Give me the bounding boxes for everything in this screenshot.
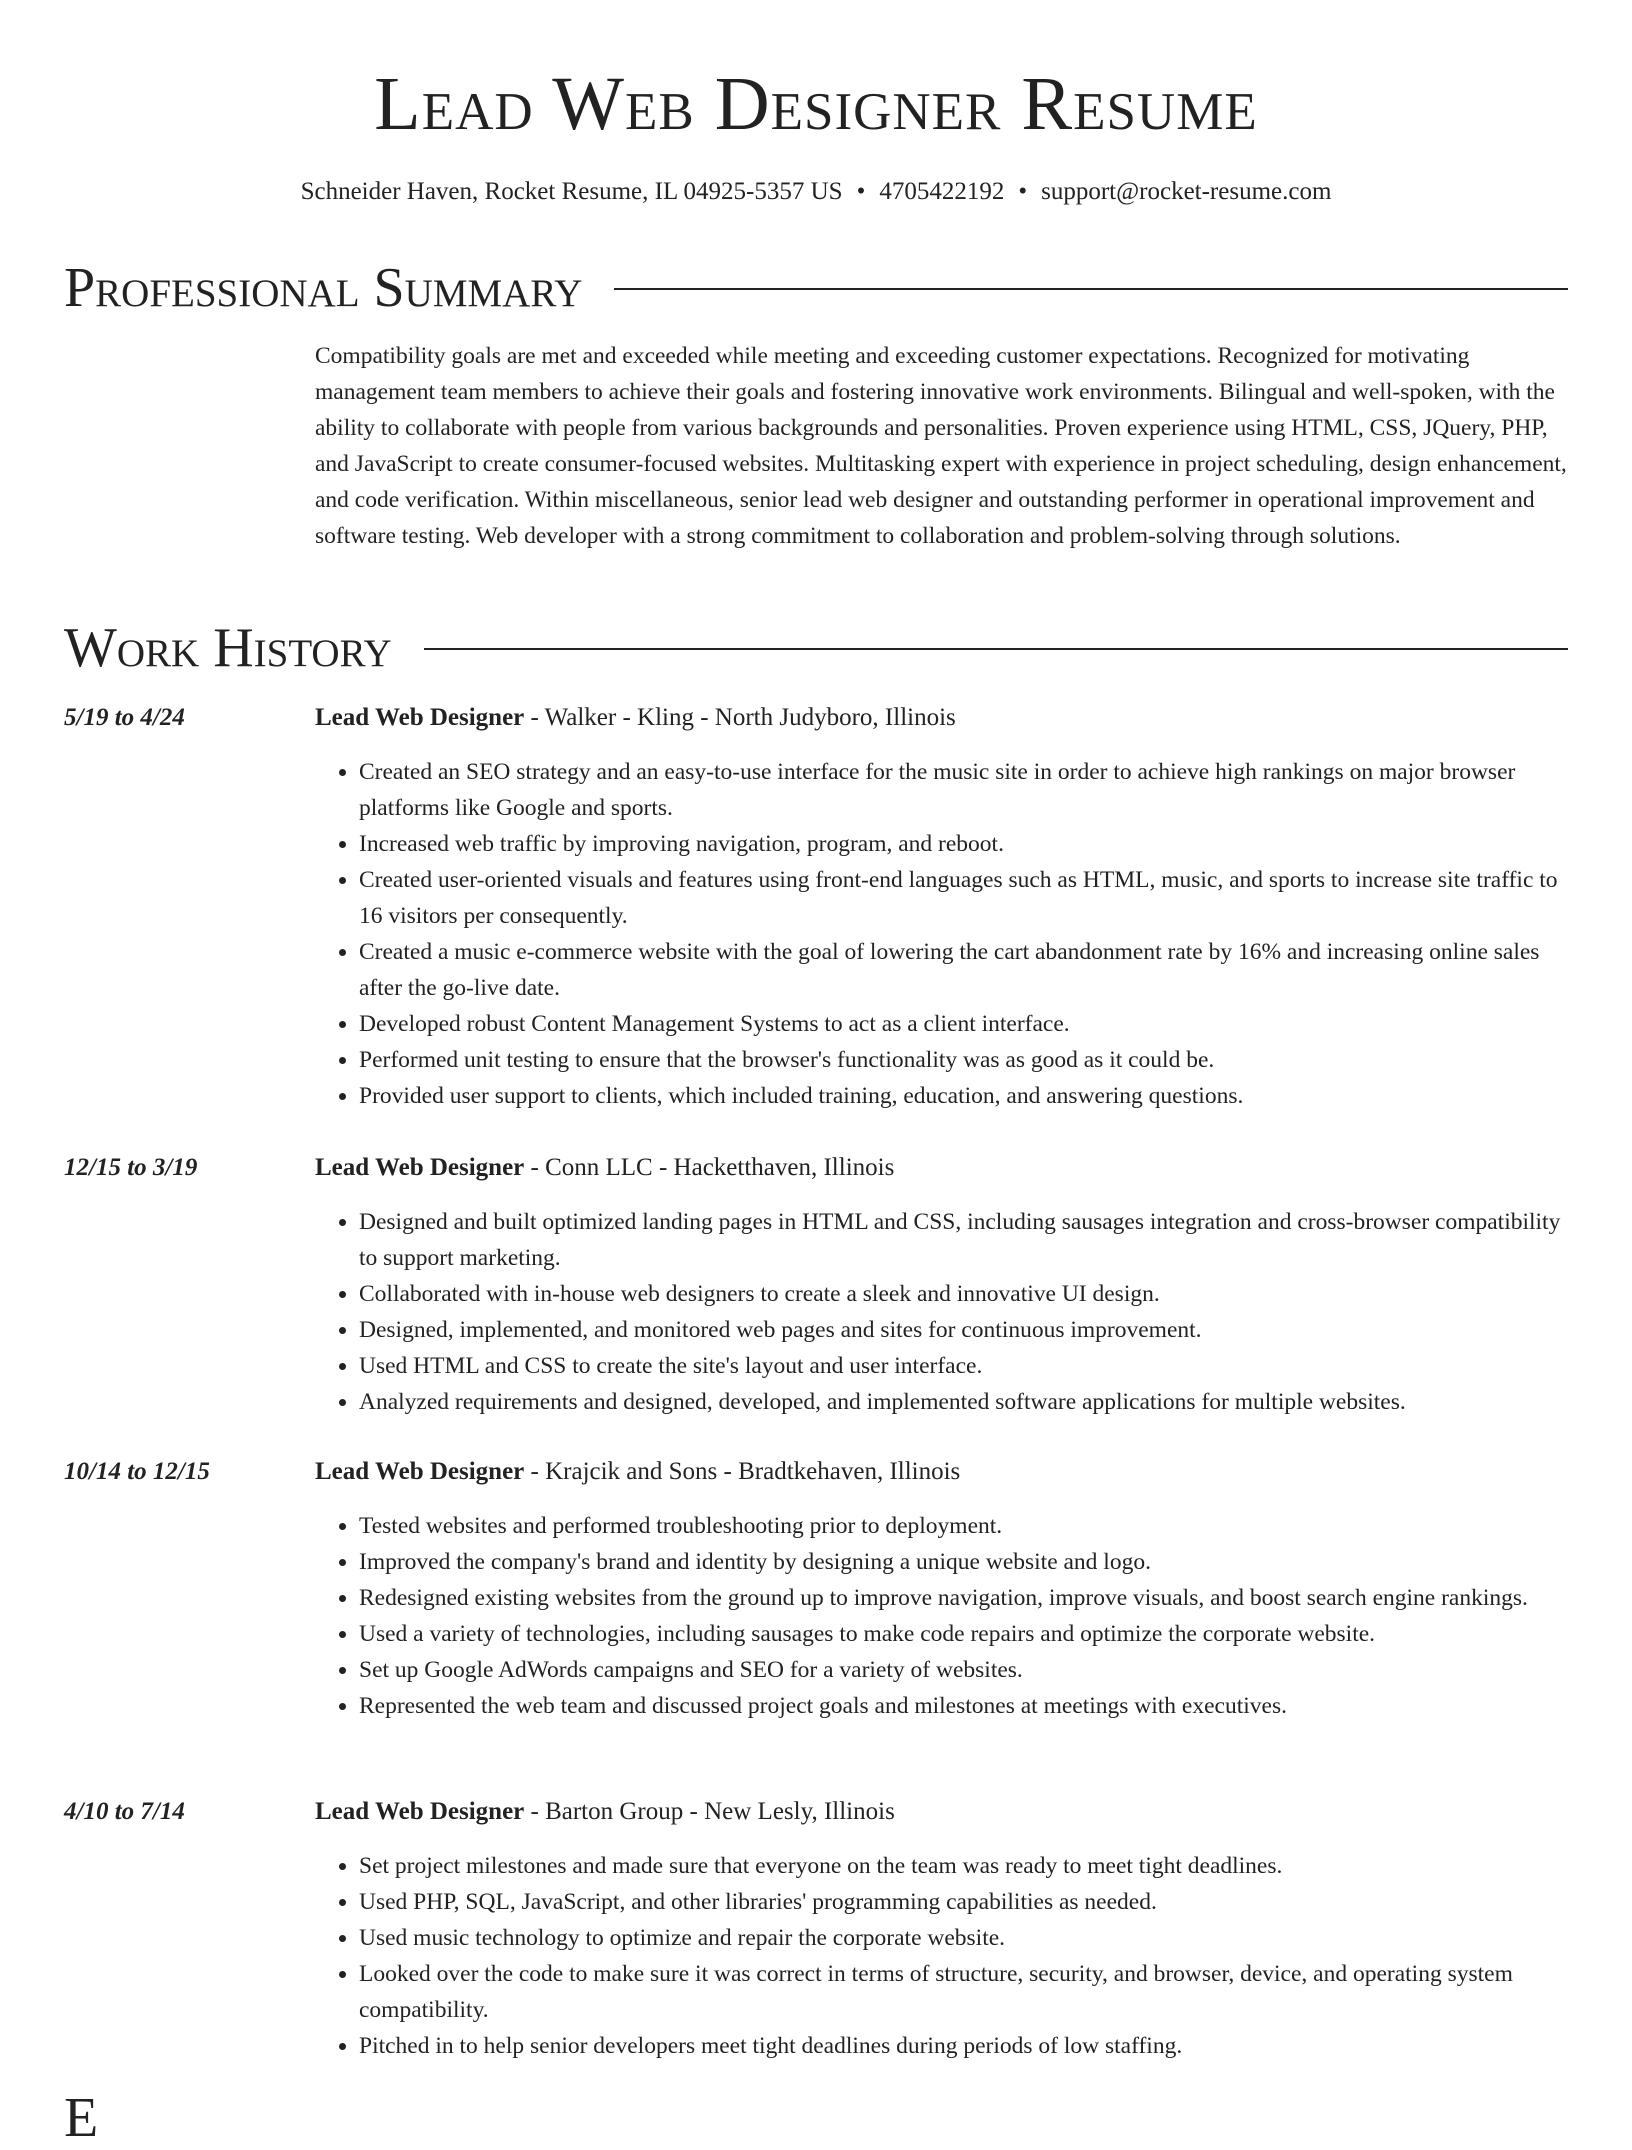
list-item: • Provided user support to clients, which included training, education, and answering questions. bbox=[359, 1078, 1571, 1114]
contact-address: Schneider Haven, Rocket Resume, IL 04925-5357 US bbox=[300, 178, 843, 205]
list-item: • Set up Google AdWords campaigns and SEO for a variety of websites. bbox=[359, 1652, 1571, 1688]
list-item: • Used music technology to optimize and repair the corporate website. bbox=[359, 1920, 1571, 1956]
list-item: • Used HTML and CSS to create the site's layout and user interface. bbox=[359, 1348, 1571, 1384]
list-item: • Used PHP, SQL, JavaScript, and other libraries' programming capabilities as needed. bbox=[359, 1884, 1571, 1920]
list-item: • Created user-oriented visuals and features using front-end languages such as HTML, music, and sports to increase site traffic to 16 visitors per consequently. bbox=[359, 862, 1571, 934]
list-item: • Analyzed requirements and designed, developed, and implemented software applications for multiple websites. bbox=[359, 1384, 1571, 1420]
list-item: • Represented the web team and discussed project goals and milestones at meetings with executives. bbox=[359, 1688, 1571, 1724]
job-bullets bbox=[315, 1508, 1571, 1724]
job-dates: 10/14 to 12/15 bbox=[64, 1458, 210, 1485]
job-role bbox=[315, 1454, 960, 1490]
contact-line bbox=[0, 176, 1632, 208]
contact-email[interactable]: support@rocket-resume.com bbox=[1041, 178, 1332, 205]
list-item: • Created an SEO strategy and an easy-to-use interface for the music site in order to achieve high rankings on major browser platforms like Google and sports. bbox=[359, 754, 1571, 826]
job-dates: 5/19 to 4/24 bbox=[64, 704, 185, 731]
job-bullets bbox=[315, 1848, 1571, 2064]
job-title: Lead Web Designer bbox=[315, 1458, 525, 1485]
list-item: • Used a variety of technologies, including sausages to make code repairs and optimize the corporate website. bbox=[359, 1616, 1571, 1652]
list-item: • Performed unit testing to ensure that the browser's functionality was as good as it could be. bbox=[359, 1042, 1571, 1078]
job-bullets bbox=[315, 754, 1571, 1114]
resume-title: Lead Web Designer Resume bbox=[374, 62, 1258, 146]
list-item: • Designed and built optimized landing pages in HTML and CSS, including sausages integration and cross-browser compatibility to support marketing. bbox=[359, 1204, 1571, 1276]
job-details: - Barton Group - New Lesly, Illinois bbox=[524, 1798, 895, 1825]
job-role bbox=[315, 1150, 894, 1186]
list-item: • Looked over the code to make sure it was correct in terms of structure, security, and browser, device, and operating system compatibility. bbox=[359, 1956, 1571, 2028]
job-title: Lead Web Designer bbox=[315, 1154, 525, 1181]
list-item: • Improved the company's brand and identity by designing a unique website and logo. bbox=[359, 1544, 1571, 1580]
list-item: • Set project milestones and made sure that everyone on the team was ready to meet tight deadlines. bbox=[359, 1848, 1571, 1884]
list-item: • Tested websites and performed troubleshooting prior to deployment. bbox=[359, 1508, 1571, 1544]
contact-separator: • bbox=[1018, 178, 1028, 205]
list-item: • Increased web traffic by improving navigation, program, and reboot. bbox=[359, 826, 1571, 862]
list-item: • Designed, implemented, and monitored web pages and sites for continuous improvement. bbox=[359, 1312, 1571, 1348]
job-bullets bbox=[315, 1204, 1571, 1420]
section-title: Work History bbox=[64, 617, 392, 679]
job-title: Lead Web Designer bbox=[315, 1798, 525, 1825]
job-details: - Conn LLC - Hacketthaven, Illinois bbox=[524, 1154, 895, 1181]
job-details: - Walker - Kling - North Judyboro, Illinois bbox=[524, 704, 956, 731]
job-title: Lead Web Designer bbox=[315, 704, 525, 731]
list-item: • Pitched in to help senior developers meet tight deadlines during periods of low staffing. bbox=[359, 2028, 1571, 2064]
job-dates: 12/15 to 3/19 bbox=[64, 1154, 198, 1181]
work-history-heading bbox=[64, 616, 1568, 680]
job-dates: 4/10 to 7/14 bbox=[64, 1798, 185, 1825]
job-details: - Krajcik and Sons - Bradtkehaven, Illinois bbox=[524, 1458, 961, 1485]
list-item: • Collaborated with in-house web designers to create a sleek and innovative UI design. bbox=[359, 1276, 1571, 1312]
next-section-heading-partial: E bbox=[64, 2087, 99, 2149]
professional-summary-heading bbox=[64, 256, 1568, 320]
job-role bbox=[315, 700, 956, 736]
contact-phone[interactable]: 4705422192 bbox=[879, 178, 1005, 205]
section-divider bbox=[614, 288, 1568, 290]
job-role bbox=[315, 1794, 895, 1830]
summary-text: Compatibility goals are met and exceeded while meeting and exceeding customer expectations. Recognized for motivating management team members to achieve their goals and fostering innovative work environments. Bilingual and well-spoken, with the ability to collaborate with people from various backgrounds and personalities. Proven experience using HTML, CSS, JQuery, PHP, and JavaScript to create consumer-focused websites. Multitasking expert with experience in project scheduling, design enhancement, and code verification. Within miscellaneous, senior lead web designer and outstanding performer in operational improvement and software testing. Web developer with a strong commitment to collaboration and problem-solving through solutions. bbox=[315, 343, 1567, 549]
section-title: Professional Summary bbox=[64, 257, 583, 319]
list-item: • Developed robust Content Management Systems to act as a client interface. bbox=[359, 1006, 1571, 1042]
section-divider bbox=[424, 648, 1568, 650]
list-item: • Redesigned existing websites from the ground up to improve navigation, improve visuals, and boost search engine rankings. bbox=[359, 1580, 1571, 1616]
list-item: • Created a music e-commerce website with the goal of lowering the cart abandonment rate by 16% and increasing online sales after the go-live date. bbox=[359, 934, 1571, 1006]
contact-separator: • bbox=[856, 178, 866, 205]
